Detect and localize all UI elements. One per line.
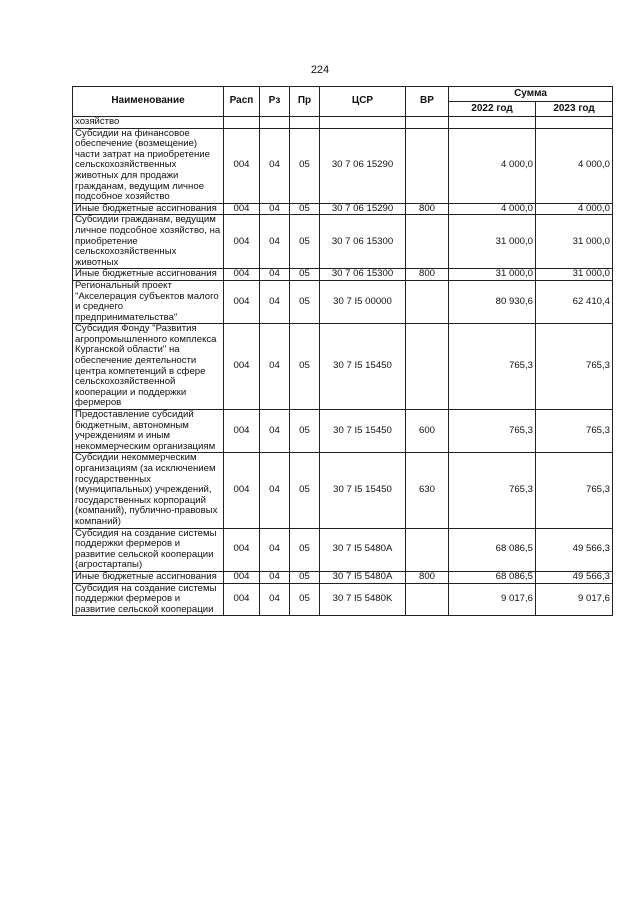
cell-pr: 05 [290, 215, 320, 269]
cell-name: Региональный проект "Акселерация субъектов малого и среднего предпринимательства" [73, 280, 224, 323]
cell-csr: 30 7 I5 5480A [320, 571, 406, 583]
header-rasp: Расп [224, 87, 260, 117]
cell-pr: 05 [290, 128, 320, 203]
cell-name: Субсидии на финансовое обеспечение (возмещение) части затрат на приобретение сельскохозяйственных животных для продажи гражданам, ведущим личное подсобное хозяйство [73, 128, 224, 203]
cell-y2023: 765,3 [536, 410, 613, 453]
cell-vr [406, 117, 449, 129]
cell-csr: 30 7 I5 15450 [320, 410, 406, 453]
cell-csr: 30 7 I5 5480K [320, 583, 406, 616]
cell-y2022: 68 086,5 [449, 528, 536, 571]
cell-csr: 30 7 06 15290 [320, 203, 406, 215]
cell-rasp: 004 [224, 203, 260, 215]
header-rz: Рз [260, 87, 290, 117]
cell-y2023 [536, 117, 613, 129]
cell-vr: 630 [406, 453, 449, 528]
header-csr: ЦСР [320, 87, 406, 117]
table-row [73, 453, 613, 528]
cell-rasp: 004 [224, 280, 260, 323]
table-row [73, 324, 613, 410]
cell-csr: 30 7 06 15300 [320, 215, 406, 269]
cell-rz [260, 117, 290, 129]
cell-csr: 30 7 06 15300 [320, 269, 406, 281]
cell-y2022: 31 000,0 [449, 269, 536, 281]
cell-rz: 04 [260, 128, 290, 203]
cell-pr: 05 [290, 453, 320, 528]
cell-name: Субсидии гражданам, ведущим личное подсобное хозяйство, на приобретение сельскохозяйственных животных [73, 215, 224, 269]
cell-rasp: 004 [224, 583, 260, 616]
cell-csr: 30 7 I5 15450 [320, 324, 406, 410]
table-row [73, 269, 613, 281]
table-row [73, 280, 613, 323]
cell-y2022: 9 017,6 [449, 583, 536, 616]
cell-rasp: 004 [224, 128, 260, 203]
cell-csr: 30 7 I5 15450 [320, 453, 406, 528]
cell-y2023: 31 000,0 [536, 215, 613, 269]
cell-rasp: 004 [224, 215, 260, 269]
cell-vr: 800 [406, 203, 449, 215]
table-row [73, 215, 613, 269]
header-2023: 2023 год [536, 102, 613, 117]
header-vr: ВР [406, 87, 449, 117]
cell-y2023: 31 000,0 [536, 269, 613, 281]
cell-vr: 800 [406, 269, 449, 281]
cell-y2023: 765,3 [536, 324, 613, 410]
cell-rasp: 004 [224, 571, 260, 583]
cell-vr [406, 528, 449, 571]
cell-name: Субсидии некоммерческим организациям (за исключением государственных (муниципальных) учреждений, государственных корпораций (компаний), публично-правовых компаний) [73, 453, 224, 528]
cell-name: Субсидия на создание системы поддержки фермеров и развитие сельской кооперации (агростартапы) [73, 528, 224, 571]
table-row [73, 203, 613, 215]
cell-y2023: 765,3 [536, 453, 613, 528]
budget-table [72, 86, 613, 616]
cell-pr: 05 [290, 583, 320, 616]
cell-rasp [224, 117, 260, 129]
cell-y2023: 9 017,6 [536, 583, 613, 616]
cell-csr [320, 117, 406, 129]
cell-pr: 05 [290, 203, 320, 215]
cell-rz: 04 [260, 583, 290, 616]
cell-rz: 04 [260, 324, 290, 410]
header-pr: Пр [290, 87, 320, 117]
cell-pr: 05 [290, 269, 320, 281]
cell-y2022: 765,3 [449, 324, 536, 410]
cell-y2023: 62 410,4 [536, 280, 613, 323]
cell-rz: 04 [260, 203, 290, 215]
cell-vr [406, 583, 449, 616]
cell-y2022: 765,3 [449, 410, 536, 453]
table-row [73, 128, 613, 203]
cell-rasp: 004 [224, 324, 260, 410]
cell-name: Субсидия Фонду "Развития агропромышленного комплекса Курганской области" на обеспечение деятельности центра компетенций в сфере сельскохозяйственной кооперации и поддержки фермеров [73, 324, 224, 410]
cell-pr: 05 [290, 280, 320, 323]
cell-rasp: 004 [224, 528, 260, 571]
cell-rz: 04 [260, 453, 290, 528]
cell-rz: 04 [260, 571, 290, 583]
cell-csr: 30 7 06 15290 [320, 128, 406, 203]
cell-pr [290, 117, 320, 129]
cell-name: Субсидия на создание системы поддержки фермеров и развитие сельской кооперации [73, 583, 224, 616]
cell-rz: 04 [260, 215, 290, 269]
table-row [73, 117, 613, 129]
cell-pr: 05 [290, 410, 320, 453]
cell-rz: 04 [260, 528, 290, 571]
cell-pr: 05 [290, 571, 320, 583]
cell-y2022: 4 000,0 [449, 128, 536, 203]
cell-rasp: 004 [224, 410, 260, 453]
cell-rz: 04 [260, 280, 290, 323]
header-row [73, 87, 613, 102]
cell-y2023: 4 000,0 [536, 128, 613, 203]
cell-vr [406, 280, 449, 323]
cell-rasp: 004 [224, 453, 260, 528]
cell-name: Предоставление субсидий бюджетным, автономным учреждениям и иным некоммерческим организациям [73, 410, 224, 453]
cell-y2023: 4 000,0 [536, 203, 613, 215]
cell-csr: 30 7 I5 5480A [320, 528, 406, 571]
cell-y2022: 765,3 [449, 453, 536, 528]
cell-name: хозяйство [73, 117, 224, 129]
header-name: Наименование [73, 87, 224, 117]
cell-vr: 800 [406, 571, 449, 583]
cell-name: Иные бюджетные ассигнования [73, 269, 224, 281]
cell-vr [406, 128, 449, 203]
cell-pr: 05 [290, 324, 320, 410]
cell-pr: 05 [290, 528, 320, 571]
cell-y2023: 49 566,3 [536, 571, 613, 583]
header-2022: 2022 год [449, 102, 536, 117]
cell-name: Иные бюджетные ассигнования [73, 571, 224, 583]
cell-csr: 30 7 I5 00000 [320, 280, 406, 323]
cell-y2022: 31 000,0 [449, 215, 536, 269]
cell-y2022 [449, 117, 536, 129]
cell-y2022: 4 000,0 [449, 203, 536, 215]
table-row [73, 528, 613, 571]
cell-rz: 04 [260, 269, 290, 281]
cell-vr: 600 [406, 410, 449, 453]
cell-vr [406, 324, 449, 410]
page-number: 224 [310, 64, 330, 76]
cell-rz: 04 [260, 410, 290, 453]
cell-y2022: 68 086,5 [449, 571, 536, 583]
cell-name: Иные бюджетные ассигнования [73, 203, 224, 215]
table-row [73, 410, 613, 453]
cell-vr [406, 215, 449, 269]
cell-rasp: 004 [224, 269, 260, 281]
cell-y2022: 80 930,6 [449, 280, 536, 323]
table-row [73, 583, 613, 616]
header-sum: Сумма [449, 87, 613, 102]
table-row [73, 571, 613, 583]
cell-y2023: 49 566,3 [536, 528, 613, 571]
